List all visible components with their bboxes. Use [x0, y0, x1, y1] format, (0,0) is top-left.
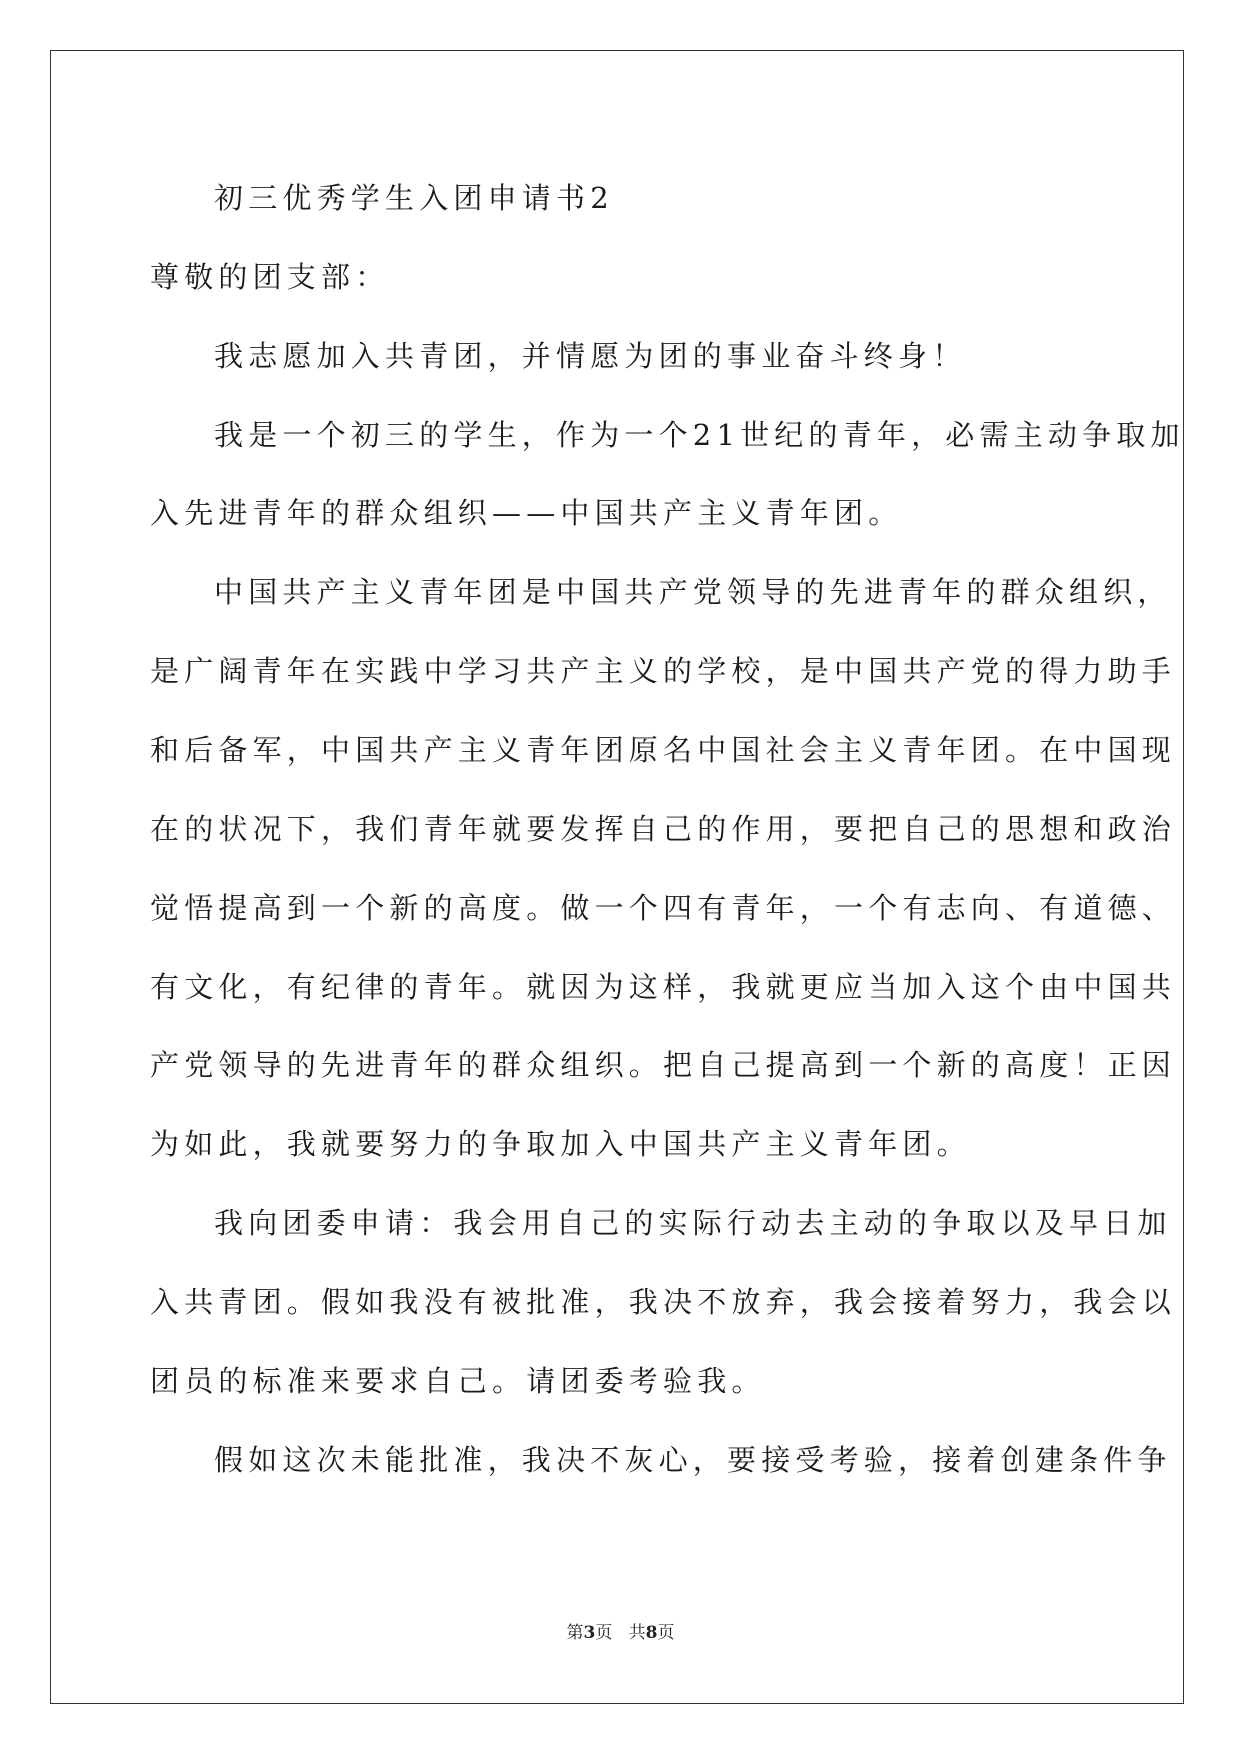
document-title: 初三优秀学生入团申请书2 [214, 181, 614, 215]
body-line-8: 觉悟提高到一个新的高度。做一个四有青年，一个有志向、有道德、 [150, 891, 1177, 925]
body-line-4: 中国共产主义青年团是中国共产党领导的先进青年的群众组织， [214, 575, 1172, 609]
body-line-14: 团员的标准来要求自己。请团委考验我。 [150, 1364, 766, 1398]
body-line-1: 我志愿加入共青团，并情愿为团的事业奋斗终身！ [214, 339, 967, 373]
salutation: 尊敬的团支部： [150, 260, 390, 294]
body-line-9: 有文化，有纪律的青年。就因为这样，我就更应当加入这个由中国共 [150, 970, 1177, 1004]
footer-total-pages: 8 [645, 1623, 658, 1643]
footer-total-prefix: 共 [628, 1623, 646, 1643]
body-line-5: 是广阔青年在实践中学习共产主义的学校，是中国共产党的得力助手 [150, 654, 1177, 688]
body-line-15: 假如这次未能批准，我决不灰心，要接受考验，接着创建条件争 [214, 1443, 1172, 1477]
footer-page-suffix: 页 [595, 1623, 613, 1643]
body-line-10: 产党领导的先进青年的群众组织。把自己提高到一个新的高度！正因 [150, 1048, 1177, 1082]
body-line-11: 为如此，我就要努力的争取加入中国共产主义青年团。 [150, 1127, 971, 1161]
body-line-2: 我是一个初三的学生，作为一个21世纪的青年，必需主动争取加 [214, 418, 1185, 452]
body-line-13: 入共青团。假如我没有被批准，我决不放弃，我会接着努力，我会以 [150, 1285, 1177, 1319]
body-line-7: 在的状况下，我们青年就要发挥自己的作用，要把自己的思想和政治 [150, 812, 1177, 846]
body-line-6: 和后备军，中国共产主义青年团原名中国社会主义青年团。在中国现 [150, 733, 1177, 767]
page-footer [0, 1618, 1241, 1643]
body-line-12: 我向团委申请：我会用自己的实际行动去主动的争取以及早日加 [214, 1206, 1172, 1240]
footer-total-suffix: 页 [657, 1623, 675, 1643]
footer-prefix: 第 [566, 1623, 584, 1643]
footer-page-number: 3 [583, 1623, 596, 1643]
body-line-3: 入先进青年的群众组织——中国共产主义青年团。 [150, 496, 903, 530]
